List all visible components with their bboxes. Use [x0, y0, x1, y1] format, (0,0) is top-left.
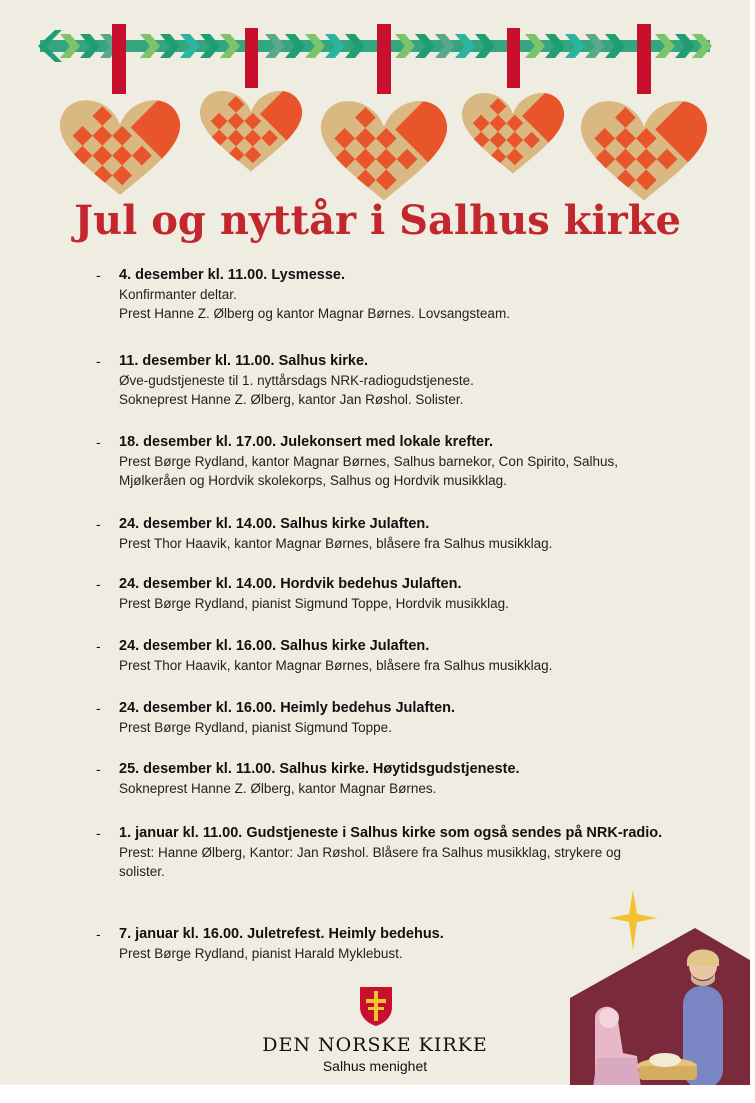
event-title: 4. desember kl. 11.00. Lysmesse.	[119, 267, 345, 283]
event-detail: Prest Hanne Z. Ølberg og kantor Magnar Børnes. Lovsangsteam.	[119, 306, 510, 321]
event-title: 24. desember kl. 14.00. Salhus kirke Julaften.	[119, 516, 430, 532]
event-title: 11. desember kl. 11.00. Salhus kirke.	[119, 353, 369, 369]
event-item	[96, 265, 679, 323]
event-detail: Prest Børge Rydland, pianist Sigmund Toppe, Hordvik musikklag.	[119, 596, 509, 611]
event-detail: Sokneprest Hanne Z. Ølberg, kantor Jan Røshol. Solister.	[119, 392, 464, 407]
bullet-dash: -	[96, 825, 101, 841]
bullet-dash: -	[96, 761, 101, 777]
heart-garland	[0, 0, 750, 200]
nativity-scene	[565, 888, 750, 1085]
event-detail: Konfirmanter deltar.	[119, 287, 237, 302]
event-item	[96, 432, 679, 490]
event-item	[96, 574, 679, 613]
event-detail: Prest Børge Rydland, kantor Magnar Børnes, Salhus barnekor, Con Spirito, Salhus,	[119, 454, 618, 469]
event-item	[96, 351, 679, 409]
event-item	[96, 759, 679, 798]
event-item	[96, 514, 679, 553]
organization-name: DEN NORSKE KIRKE	[262, 1034, 488, 1056]
bullet-dash: -	[96, 434, 101, 450]
parish-name: Salhus menighet	[322, 1058, 428, 1074]
bullet-dash: -	[96, 353, 101, 369]
event-title: 24. desember kl. 14.00. Hordvik bedehus Julaften.	[119, 576, 462, 592]
event-detail: Prest Børge Rydland, pianist Harald Myklebust.	[119, 946, 403, 961]
chevron-garland	[38, 30, 712, 62]
event-title: 18. desember kl. 17.00. Julekonsert med lokale krefter.	[119, 434, 493, 450]
page-title: Jul og nyttår i Salhus kirke	[74, 197, 681, 244]
event-item	[96, 823, 679, 881]
event-detail: Prest Børge Rydland, pianist Sigmund Toppe.	[119, 720, 392, 735]
event-detail: Øve-gudstjeneste til 1. nyttårsdags NRK-radiogudstjeneste.	[119, 373, 474, 388]
event-title: 24. desember kl. 16.00. Heimly bedehus Julaften.	[119, 700, 456, 716]
event-item	[96, 698, 679, 737]
event-detail: Prest: Hanne Ølberg, Kantor: Jan Røshol. Blåsere fra Salhus musikklag, strykere og	[119, 845, 621, 860]
bullet-dash: -	[96, 576, 101, 592]
bullet-dash: -	[96, 926, 101, 942]
event-title: 25. desember kl. 11.00. Salhus kirke. Høytidsgudstjeneste.	[119, 761, 520, 777]
bullet-dash: -	[96, 267, 101, 283]
christmas-star-icon	[609, 890, 657, 950]
event-detail: Prest Thor Haavik, kantor Magnar Børnes, blåsere fra Salhus musikklag.	[119, 536, 553, 551]
event-title: 7. januar kl. 16.00. Juletrefest. Heimly bedehus.	[119, 926, 444, 942]
event-title: 1. januar kl. 11.00. Gudstjeneste i Salhus kirke som også sendes på NRK-radio.	[119, 825, 663, 841]
bullet-dash: -	[96, 700, 101, 716]
event-detail: Prest Thor Haavik, kantor Magnar Børnes, blåsere fra Salhus musikklag.	[119, 658, 553, 673]
event-detail: Mjølkeråen og Hordvik skolekorps, Salhus og Hordvik musikklag.	[119, 473, 507, 488]
bullet-dash: -	[96, 516, 101, 532]
event-title: 24. desember kl. 16.00. Salhus kirke Julaften.	[119, 638, 430, 654]
church-shield-cross-icon	[358, 985, 394, 1027]
bullet-dash: -	[96, 638, 101, 654]
event-detail: Sokneprest Hanne Z. Ølberg, kantor Magnar Børnes.	[119, 781, 437, 796]
event-detail: solister.	[119, 864, 165, 879]
event-item	[96, 636, 679, 675]
